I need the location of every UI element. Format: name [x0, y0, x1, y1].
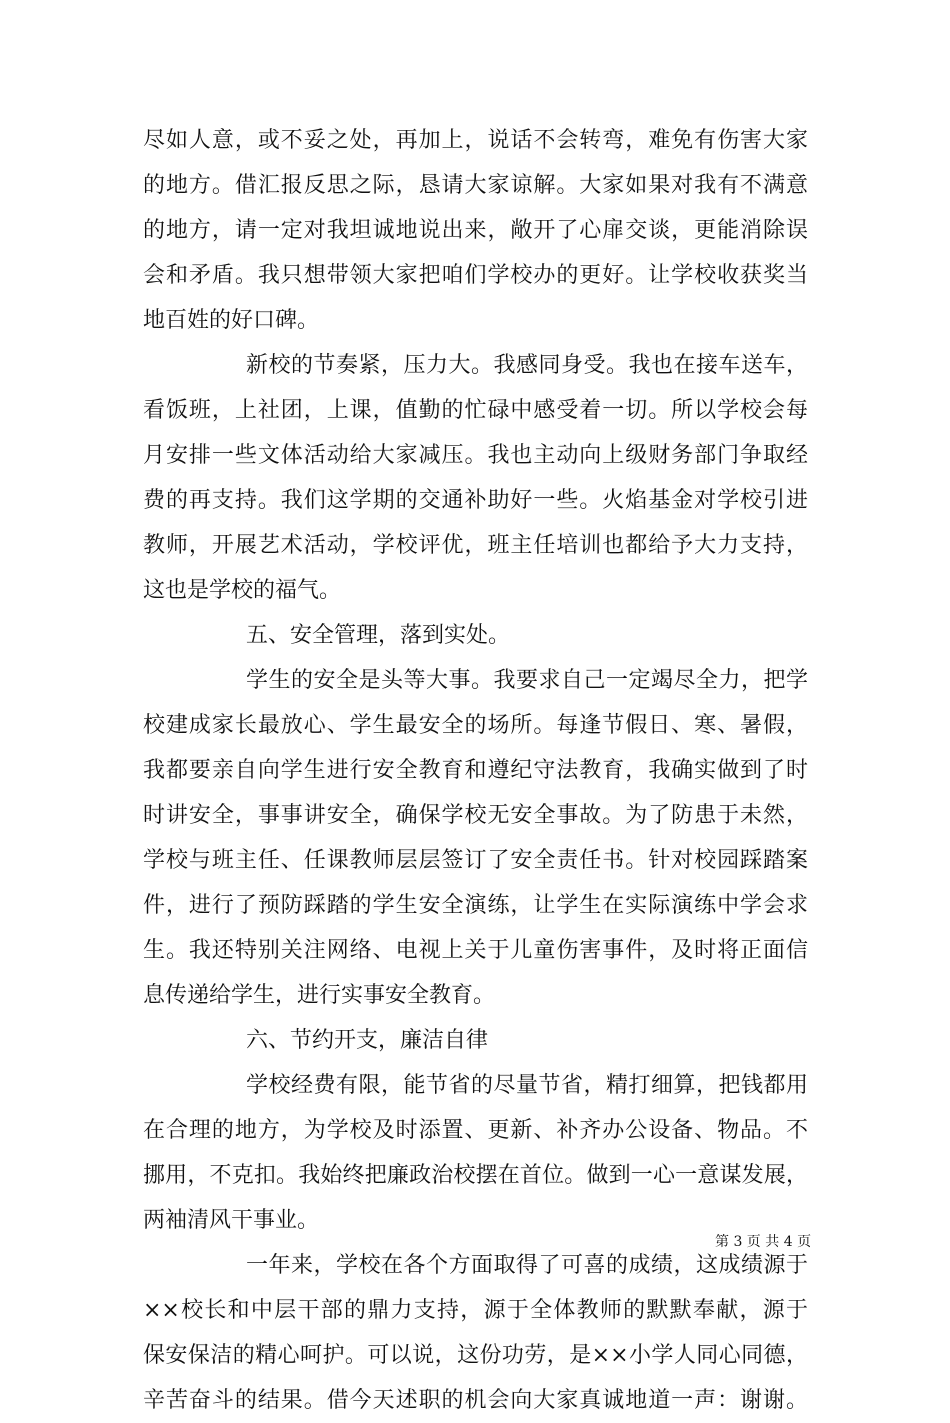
text-line: 学校与班主任、任课教师层层签订了安全责任书。针对校园踩踏案: [143, 848, 808, 873]
text-line: 件，进行了预防踩踏的学生安全演练，让学生在实际演练中学会求: [143, 893, 808, 918]
text-line: 新校的节奏紧，压力大。我感同身受。我也在接车送车，: [246, 353, 808, 378]
text-line: 挪用，不克扣。我始终把廉政治校摆在首位。做到一心一意谋发展，: [143, 1163, 808, 1188]
text-line: 时讲安全，事事讲安全，确保学校无安全事故。为了防患于未然，: [143, 803, 808, 828]
text-line: 六、节约开支，廉洁自律: [246, 1028, 489, 1053]
body-text: [143, 118, 808, 1423]
text-line: 月安排一些文体活动给大家减压。我也主动向上级财务部门争取经: [143, 443, 808, 468]
text-line: 费的再支持。我们这学期的交通补助好一些。火焰基金对学校引进: [143, 488, 808, 513]
text-line: 校建成家长最放心、学生最安全的场所。每逢节假日、寒、暑假，: [143, 713, 808, 738]
text-line: 在合理的地方，为学校及时添置、更新、补齐办公设备、物品。不: [143, 1118, 808, 1143]
text-line: 地百姓的好口碑。: [143, 308, 320, 333]
text-line: 两袖清风干事业。: [143, 1208, 320, 1233]
text-line: 的地方，请一定对我坦诚地说出来，敞开了心扉交谈，更能消除误: [143, 218, 808, 243]
text-line: 的地方。借汇报反思之际，恳请大家谅解。大家如果对我有不满意: [143, 173, 808, 198]
text-line: 教师，开展艺术活动，学校评优，班主任培训也都给予大力支持，: [143, 533, 808, 558]
text-line: 看饭班，上社团，上课，值勤的忙碌中感受着一切。所以学校会每: [143, 398, 808, 423]
text-line: ××校长和中层干部的鼎力支持，源于全体教师的默默奉献，源于: [143, 1298, 808, 1323]
text-line: 我都要亲自向学生进行安全教育和遵纪守法教育，我确实做到了时: [143, 758, 808, 783]
text-line: 学生的安全是头等大事。我要求自己一定竭尽全力，把学: [246, 668, 808, 693]
text-line: 学校经费有限，能节省的尽量节省，精打细算，把钱都用: [246, 1073, 808, 1098]
text-line: 生。我还特别关注网络、电视上关于儿童伤害事件，及时将正面信: [143, 938, 808, 963]
text-line: 息传递给学生，进行实事安全教育。: [143, 983, 496, 1008]
text-line: 尽如人意，或不妥之处，再加上，说话不会转弯，难免有伤害大家: [143, 128, 808, 153]
text-line: 辛苦奋斗的结果。借今天述职的机会向大家真诚地道一声：谢谢。: [143, 1388, 808, 1413]
text-line: 会和矛盾。我只想带领大家把咱们学校办的更好。让学校收获奖当: [143, 263, 808, 288]
text-line: 一年来，学校在各个方面取得了可喜的成绩，这成绩源于: [246, 1253, 808, 1278]
text-line: 五、安全管理，落到实处。: [246, 623, 511, 648]
text-line: 保安保洁的精心呵护。可以说，这份功劳，是××小学人同心同德，: [143, 1343, 808, 1368]
page-number: 第 3 页 共 4 页: [715, 1234, 812, 1250]
text-line: 这也是学校的福气。: [143, 578, 342, 603]
